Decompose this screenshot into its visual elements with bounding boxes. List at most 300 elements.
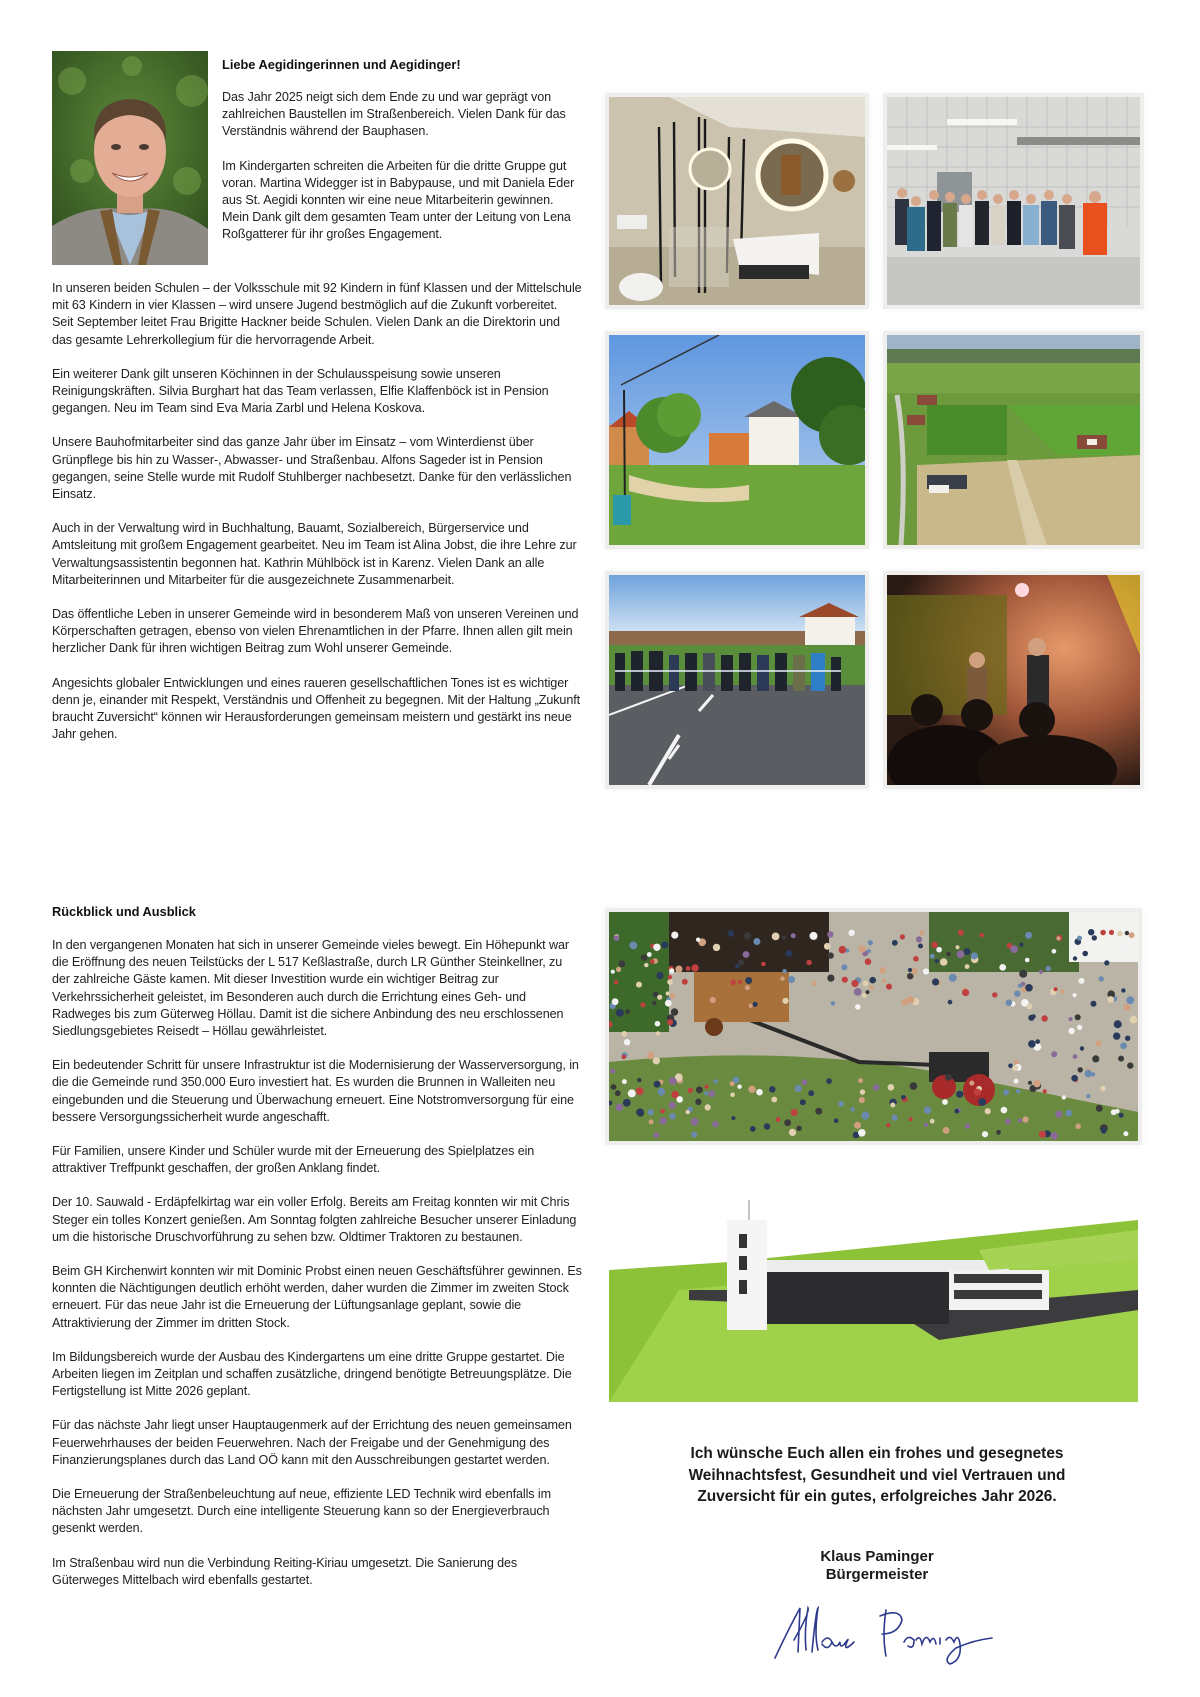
crowd-person [1062, 1095, 1066, 1099]
crowd-person [636, 1108, 644, 1116]
crowd-person [771, 1097, 777, 1103]
crowd-person [1025, 932, 1032, 939]
crowd-person [868, 940, 873, 945]
crowd-person [653, 1132, 659, 1138]
crowd-person [744, 932, 751, 939]
crowd-person [654, 1081, 661, 1088]
crowd-person [1043, 1089, 1047, 1093]
crowd-person [841, 964, 847, 970]
crowd-person [621, 1031, 627, 1037]
crowd-person [858, 945, 866, 953]
crowd-person [789, 1129, 796, 1136]
crowd-person [1028, 1040, 1036, 1048]
crowd-person [956, 1091, 963, 1098]
crowd-person [827, 931, 833, 937]
crowd-person [965, 964, 970, 969]
crowd-person [738, 960, 744, 966]
crowd-person [616, 1104, 624, 1112]
crowd-person [1107, 996, 1114, 1003]
crowd-person [873, 1084, 879, 1090]
crowd-person [808, 1090, 814, 1096]
crowd-person [1121, 988, 1125, 992]
crowd-person [1129, 932, 1135, 938]
crowd-person [623, 1099, 631, 1107]
intro-paragraph: Im Kindergarten schreiten die Arbeiten für die dritte Gruppe gut voran. Martina Widegger ist in Babypause, und mit Daniela Eder aus St. Aegidi konnten wir eine neue Mitarbeiterin gewinnen. Mein Dank gilt dem gesamten Team unter der Leitung von Lena Roßgatterer für ihr großes Engagement. [222, 158, 575, 242]
crowd-person [1092, 1055, 1099, 1062]
crowd-person [943, 1127, 950, 1134]
crowd-person [879, 967, 886, 974]
crowd-person [930, 1119, 935, 1124]
crowd-person [670, 993, 676, 999]
crowd-person [1001, 1107, 1008, 1114]
crowd-person [622, 1055, 627, 1060]
photo-concert [887, 575, 1140, 785]
crowd-person [882, 979, 886, 983]
crowd-person [791, 933, 796, 938]
crowd-person [637, 1078, 641, 1082]
photo-firestation-render [609, 1190, 1138, 1402]
crowd-person [728, 930, 735, 937]
photo-road-opening [609, 575, 865, 785]
crowd-person [828, 952, 834, 958]
crowd-person [1077, 936, 1082, 941]
crowd-person [668, 975, 672, 979]
crowd-person [705, 1104, 711, 1110]
crowd-person [1025, 958, 1030, 963]
crowd-person [1126, 996, 1134, 1004]
crowd-person [1123, 1131, 1128, 1136]
crowd-person [1086, 1094, 1090, 1098]
crowd-person [1130, 1016, 1138, 1024]
crowd-person [656, 1031, 660, 1035]
crowd-person [682, 979, 688, 985]
crowd-person [669, 968, 674, 973]
crowd-person [738, 980, 742, 984]
crowd-person [910, 1082, 918, 1090]
crowd-person [1073, 956, 1077, 960]
crowd-person [756, 1089, 763, 1096]
crowd-person [1085, 1070, 1092, 1077]
crowd-person [957, 950, 965, 958]
christmas-wish: Ich wünsche Euch allen ein frohes und gesegnetes Weihnachtsfest, Gesundheit und viel Vertrauen und Zuversicht für ein gutes, erfolgreiches Jahr 2026. [688, 1445, 1066, 1505]
crowd-person [815, 1108, 822, 1115]
crowd-person [713, 1079, 717, 1083]
crowd-person [865, 990, 869, 994]
crowd-person [708, 1090, 715, 1097]
crowd-person [969, 1081, 974, 1086]
crowd-person [647, 1052, 654, 1059]
crowd-person [965, 1123, 970, 1128]
photo-bathroom [609, 97, 865, 305]
crowd-person [659, 1117, 666, 1124]
crowd-person [1056, 936, 1060, 940]
body-paragraph: Angesichts globaler Entwicklungen und eines raueren gesellschaftlichen Tones ist es wichtiger denn je, einander mit Respekt, Verständnis und Offenheit zu begegnen. Mit der Haltung „Zukunft braucht Zuversicht“ können wir Herausforderungen gemeinsam meistern und gestärkt ins neue Jahr gehen. [52, 675, 581, 742]
crowd-person [691, 1132, 697, 1138]
crowd-person [1014, 1079, 1019, 1084]
crowd-person [1125, 931, 1129, 935]
review-paragraph: Die Erneuerung der Straßenbeleuchtung auf neue, effiziente LED Technik wird ebenfalls im nächsten Jahr umgesetzt. Durch eine intelligente Steuerung kann so der Energieverbrauch gesenkt werden. [52, 1487, 551, 1536]
crowd-person [1003, 1089, 1009, 1095]
crowd-person [834, 1118, 839, 1123]
crowd-person [800, 1099, 806, 1105]
crowd-person [624, 1039, 630, 1045]
crowd-person [916, 936, 922, 942]
crowd-person [1028, 1081, 1032, 1085]
crowd-person [669, 1113, 676, 1120]
crowd-person [696, 938, 700, 942]
crowd-person [731, 1116, 735, 1120]
crowd-person [958, 930, 964, 936]
crowd-person [890, 1103, 895, 1108]
crowd-person [1117, 931, 1123, 937]
crowd-person [932, 978, 939, 985]
portrait-photo [52, 51, 208, 265]
crowd-person [1012, 1065, 1018, 1071]
crowd-person [737, 1085, 741, 1089]
review-paragraph: Für das nächste Jahr liegt unser Hauptaugenmerk auf der Errichtung des neuen gemeinsamen Feuerwehrhauses der beiden Feuerwehren. Nach der Freigabe und der Genehmigung des Finanzierungsplanes durch das Land OÖ kann mit den Ausschreibungen gestartet werden. [52, 1418, 572, 1467]
crowd-person [785, 950, 792, 957]
crowd-person [611, 1084, 617, 1090]
crowd-person [745, 985, 750, 990]
crowd-person [782, 969, 786, 973]
crowd-person [1025, 984, 1033, 992]
crowd-person [676, 1096, 683, 1103]
crowd-person [753, 1002, 758, 1007]
crowd-person [1091, 1072, 1095, 1076]
crowd-person [636, 1087, 644, 1095]
crowd-person [1060, 989, 1064, 993]
mayor-name: Klaus Paminger [820, 1548, 934, 1565]
crowd-person [1079, 978, 1085, 984]
crowd-person [824, 943, 831, 950]
crowd-person [653, 944, 660, 951]
crowd-person [616, 1009, 624, 1017]
crowd-person [748, 1086, 755, 1093]
crowd-person [1100, 930, 1106, 936]
crowd-person [629, 942, 637, 950]
crowd-person [1055, 1111, 1062, 1118]
crowd-person [1077, 1025, 1082, 1030]
crowd-person [1109, 930, 1114, 935]
crowd-person [901, 1095, 906, 1100]
crowd-person [671, 932, 678, 939]
crowd-person [647, 952, 652, 957]
crowd-person [750, 1126, 756, 1132]
crowd-person [985, 1108, 991, 1114]
crowd-person [850, 1107, 854, 1111]
photo-threshing-demo [609, 912, 1138, 1141]
crowd-person [743, 951, 750, 958]
crowd-person [888, 1084, 895, 1091]
crowd-person [860, 1089, 865, 1094]
crowd-person [974, 1089, 981, 1096]
crowd-person [812, 981, 817, 986]
crowd-person [1095, 1040, 1101, 1046]
crowd-person [796, 1126, 801, 1131]
crowd-person [855, 1004, 861, 1010]
crowd-person [1039, 1131, 1046, 1138]
crowd-person [636, 982, 642, 988]
crowd-person [1019, 970, 1027, 978]
crowd-person [945, 1074, 952, 1081]
crowd-person [1080, 1046, 1084, 1050]
letter-intro [222, 89, 580, 261]
crowd-person [705, 1085, 709, 1089]
crowd-person [1114, 1020, 1122, 1028]
crowd-person [863, 981, 869, 987]
crowd-person [1006, 999, 1013, 1006]
crowd-person [924, 1107, 931, 1114]
crowd-person [671, 1008, 678, 1015]
crowd-person [628, 1089, 636, 1097]
crowd-person [978, 1098, 986, 1106]
crowd-person [892, 940, 898, 946]
crowd-person [979, 933, 984, 938]
crowd-person [1033, 1080, 1041, 1088]
crowd-person [971, 952, 978, 959]
crowd-person [1127, 1062, 1133, 1068]
review-paragraph: Im Bildungsbereich wurde der Ausbau des Kindergartens um eine dritte Gruppe gestartet. Die Arbeiten liegen im Zeitplan und schaffen zusätzliche, dringend benötigte Betreuungsplätze. Die Fertigstellung ist Mitte 2026 geplant. [52, 1349, 572, 1399]
crowd-person [1041, 1015, 1047, 1021]
crowd-person [931, 942, 938, 949]
mayor-title: Bürgermeister [825, 1566, 929, 1583]
crowd-person [713, 944, 720, 951]
crowd-person [640, 1002, 645, 1007]
crowd-person [730, 1092, 735, 1097]
crowd-person [1005, 1119, 1011, 1125]
crowd-person [964, 948, 971, 955]
crowd-person [949, 974, 957, 982]
crowd-person [1104, 960, 1109, 965]
crowd-person [1120, 945, 1127, 952]
crowd-person [782, 936, 786, 940]
crowd-person [838, 1101, 844, 1107]
crowd-person [764, 1123, 770, 1129]
crowd-person [1052, 949, 1057, 954]
crowd-person [730, 980, 735, 985]
crowd-person [1096, 1105, 1103, 1112]
body-paragraph: In unseren beiden Schulen – der Volksschule mit 92 Kindern in fünf Klassen und der Mittelschule mit 63 Kindern in vier Klassen – wird unsere Jugend bestmöglich auf die Zukunft vorbereitet. Seit September leitet Frau Brigitte Hackner beide Schulen. Vielen Dank an die Direktorin und das gesamte Lehrerkollegium für die hervorragende Arbeit. [52, 281, 582, 347]
crowd-person [667, 979, 673, 985]
crowd-person [780, 977, 784, 981]
crowd-person [1035, 1039, 1040, 1044]
crowd-person [784, 1119, 791, 1126]
crowd-person [924, 1123, 928, 1127]
crowd-person [865, 958, 872, 965]
crowd-person [614, 935, 620, 941]
review-body [52, 937, 582, 1606]
crowd-person [1014, 1060, 1019, 1065]
crowd-person [1075, 1124, 1081, 1130]
review-paragraph: In den vergangenen Monaten hat sich in unserer Gemeinde vieles bewegt. Ein Höhepunkt war die Eröffnung des neuen Teilstücks der L 517 Keßlastraße, durch LR Günther Steinkellner, zu der zahlreiche Gäste kamen. Mit dieser Investition wurde ein wichtiger Beitrag zur Verkehrssicherheit geleistet, im Besonderen auch durch die Errichtung eines Geh- und Radweges bis zum Güterweg Höllau. Damit ist die sichere Anbindung des neu erschlossenen Siedlungsgebietes Reisedt – Höllau gewährleistet. [52, 938, 569, 1039]
crowd-person [1118, 1056, 1124, 1062]
crowd-person [616, 967, 621, 972]
crowd-person [610, 1069, 615, 1074]
crowd-person [886, 984, 892, 990]
crowd-person [712, 1121, 718, 1127]
crowd-person [1088, 929, 1094, 935]
crowd-person [1068, 1028, 1074, 1034]
crowd-person [1019, 943, 1023, 947]
crowd-person [935, 959, 939, 963]
review-paragraph: Ein bedeutender Schritt für unsere Infrastruktur ist die Modernisierung der Wasserversorgung, in die die Gemeinde rund 350.000 Euro investiert hat. Es wurden die Brunnen in Walleiten neu eingebunden und die Steuerung und Überwachung erneuert. Eine Notstromversorgung für eine bessere Versorgungssicherheit wurde angeschafft. [52, 1058, 579, 1124]
photo-aerial-settlement [887, 335, 1140, 545]
crowd-person [858, 1078, 863, 1083]
crowd-person [769, 1086, 775, 1092]
crowd-person [1073, 993, 1077, 997]
crowd-person [657, 995, 662, 1000]
crowd-person [696, 1086, 703, 1093]
body-paragraph: Auch in der Verwaltung wird in Buchhaltung, Bauamt, Sozialbereich, Bürgerservice und Amtsleitung mit großem Engagement gearbeitet. Neu im Team ist Alina Jobst, die ihre Lehre zur Verwaltungsassistentin begonnen hat. Kathrin Mühlböck ist in Karenz. Vielen Dank an alle Mitarbeiterinnen und Mitarbeiter für die ausgezeichnete Zusammenarbeit. [52, 521, 577, 587]
photo-playground [609, 335, 865, 545]
crowd-person [854, 988, 862, 996]
crowd-person [886, 1123, 890, 1127]
crowd-person [810, 932, 818, 940]
crowd-person [686, 1110, 690, 1114]
crowd-person [615, 1090, 621, 1096]
crowd-person [1039, 970, 1043, 974]
crowd-person [869, 985, 874, 990]
crowd-person [918, 944, 923, 949]
crowd-person [688, 1088, 693, 1093]
review-paragraph: Der 10. Sauwald - Erdäpfelkirtag war ein voller Erfolg. Bereits am Freitag konnten wir mit Chris Steger ein tolles Konzert genießen. Am Sonntag folgten zahlreiche Besucher unserer Einladung um die historische Druschvorführung zu sehen bzw. Oldtimer Traktoren zu bestaunen. [52, 1195, 577, 1244]
crowd-person [665, 1000, 672, 1007]
crowd-person [992, 992, 997, 997]
crowd-person [612, 998, 619, 1005]
crowd-person [999, 964, 1006, 971]
crowd-person [1120, 1043, 1127, 1050]
crowd-person [1082, 951, 1088, 957]
crowd-person [858, 1129, 866, 1137]
crowd-person [710, 997, 716, 1003]
crowd-person [619, 960, 626, 967]
crowd-person [1051, 1051, 1057, 1057]
crowd-person [1054, 987, 1058, 991]
crowd-person [776, 1117, 781, 1122]
crowd-person [1071, 1075, 1078, 1082]
crowd-person [614, 980, 618, 984]
crowd-person [1018, 1118, 1022, 1122]
crowd-person [753, 938, 760, 945]
crowd-person [657, 972, 664, 979]
intro-paragraph: Das Jahr 2025 neigt sich dem Ende zu und war geprägt von zahlreichen Baustellen im Straßenbereich. Vielen Dank für das Verständnis während der Bauphasen. [222, 90, 566, 139]
crowd-person [791, 1109, 798, 1116]
crowd-person [1092, 935, 1097, 940]
crowd-person [1124, 1004, 1131, 1011]
crowd-person [691, 1118, 699, 1126]
photo-waterworks-group [887, 97, 1140, 305]
crowd-person [919, 930, 924, 935]
crowd-person [1125, 1036, 1130, 1041]
crowd-person [842, 977, 848, 983]
crowd-person [782, 998, 788, 1004]
crowd-person [908, 968, 912, 972]
signature [770, 1600, 1000, 1670]
crowd-person [625, 1009, 630, 1014]
crowd-person [655, 1021, 661, 1027]
review-paragraph: Beim GH Kirchenwirt konnten wir mit Dominic Probst einen neuen Geschäftsführer gewinnen. Es konnten die Nächtigungen deutlich erhöht werden, daher wurden die Zimmer im zweiten Stock erneuert. Für das neue Jahr ist die Erneuerung der Lüftungsanlage geplant, sowie die Attraktivierung der Zimmer im dritten Stock. [52, 1264, 582, 1330]
body-paragraph: Unsere Bauhofmitarbeiter sind das ganze Jahr über im Einsatz – vom Winterdienst über Grünpflege bis hin zu Wasser-, Abwasser- und Straßenbau. Alfons Sageder ist in Pension gegangen, seine Stelle wurde mit Rudolf Stuhlberger nachbesetzt. Danke für den verlässlichen Einsatz. [52, 435, 572, 502]
crowd-person [1028, 1015, 1034, 1021]
crowd-person [827, 975, 834, 982]
crowd-person [1091, 1001, 1097, 1007]
crowd-person [669, 1102, 676, 1109]
crowd-person [826, 1078, 832, 1084]
crowd-person [644, 963, 648, 967]
crowd-person [892, 1115, 898, 1121]
crowd-person [745, 977, 752, 984]
letter-body [52, 280, 582, 760]
crowd-person [946, 952, 951, 957]
crowd-person [704, 1091, 708, 1095]
crowd-person [930, 954, 935, 959]
crowd-person [942, 1099, 948, 1105]
crowd-person [652, 1001, 657, 1006]
body-paragraph: Das öffentliche Leben in unserer Gemeinde wird in besonderem Maß von unseren Vereinen und Körperschaften getragen, ebenso von vielen Ehrenamtlichen in der Pfarre. Ihnen allen gilt mein herzlicher Dank für ihren wichtigen Beitrag zum Wohl unserer Gemeinde. [52, 607, 579, 656]
crowd-person [649, 1119, 654, 1124]
review-paragraph: Für Familien, unsere Kinder und Schüler wurde mit der Erneuerung des Spielplatzes ein attraktiver Treffpunkt geschaffen, der großen Anklang findet. [52, 1144, 535, 1176]
crowd-person [839, 946, 847, 954]
crowd-person [1101, 1128, 1107, 1134]
crowd-person [1027, 1003, 1033, 1009]
review-paragraph: Im Straßenbau wird nun die Verbindung Reiting-Kiriau umgesetzt. Die Sanierung des Güterweges Mittelbach wird ebenfalls gestartet. [52, 1555, 518, 1587]
crowd-person [1069, 1017, 1073, 1021]
crowd-person [913, 956, 919, 962]
review-heading: Rückblick und Ausblick [52, 904, 196, 919]
crowd-person [859, 1097, 865, 1103]
crowd-person [641, 954, 648, 961]
crowd-person [806, 960, 811, 965]
crowd-person [962, 989, 969, 996]
crowd-person [854, 1122, 861, 1129]
crowd-person [848, 930, 854, 936]
crowd-person [611, 970, 615, 974]
crowd-person [669, 1077, 677, 1085]
crowd-person [658, 1088, 666, 1096]
crowd-person [802, 1079, 808, 1085]
crowd-person [675, 966, 682, 973]
crowd-person [940, 958, 948, 966]
crowd-person [956, 945, 960, 949]
crowd-person [691, 964, 698, 971]
crowd-person [660, 1109, 665, 1114]
crowd-person [772, 933, 780, 941]
crowd-person [900, 934, 905, 939]
crowd-person [901, 999, 908, 1006]
crowd-person [1075, 1014, 1081, 1020]
crowd-person [686, 966, 691, 971]
crowd-person [733, 1077, 740, 1084]
crowd-person [909, 1117, 913, 1121]
crowd-person [982, 1131, 988, 1137]
crowd-person [936, 947, 942, 953]
crowd-person [622, 1079, 627, 1084]
crowd-person [1010, 945, 1018, 953]
letter-greeting: Liebe Aegidingerinnen und Aegidinger! [222, 57, 461, 72]
crowd-person [666, 991, 670, 995]
crowd-person [1008, 1064, 1013, 1069]
crowd-person [1073, 1054, 1078, 1059]
crowd-person [851, 980, 858, 987]
crowd-person [795, 1085, 802, 1092]
crowd-person [1046, 966, 1051, 971]
crowd-person [831, 1001, 835, 1005]
crowd-person [788, 976, 795, 983]
body-paragraph: Ein weiterer Dank gilt unseren Köchinnen in der Schulausspeisung sowie unseren Reinigungskräften. Silvia Burghart hat das Team verlassen, Elfie Klaffenböck ist in Pension gegangen. Neu im Team sind Eva Maria Zarbl und Helena Koskova. [52, 366, 549, 416]
crowd-person [667, 1019, 673, 1025]
crowd-person [923, 968, 929, 974]
crowd-person [954, 1109, 959, 1114]
